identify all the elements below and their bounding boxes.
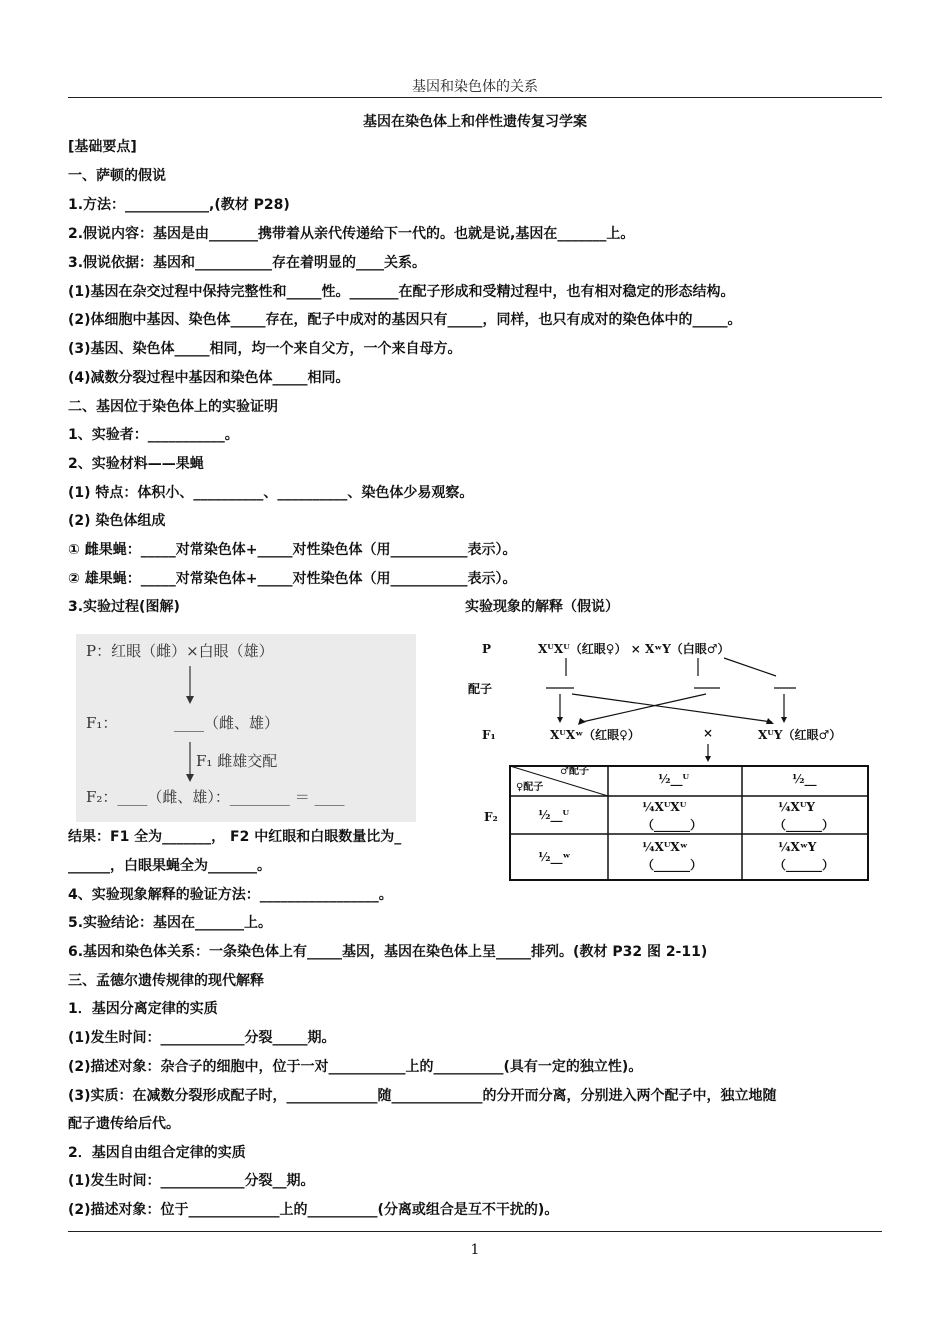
cell-2-2: ¼XʷY	[778, 840, 817, 854]
text-line: [基础要点]	[68, 139, 137, 155]
page-header: 基因和染色体的关系	[412, 79, 538, 95]
row-header-1: ½__ᵂ	[538, 808, 570, 822]
text-line: 2.假说内容：基因是由_______携带着从亲代传递给下一代的。也就是说,基因在_______上。	[68, 226, 635, 242]
text-line: 1、实验者：___________。	[68, 427, 239, 443]
text-line: 3.假说依据：基因和___________存在着明显的____关系。	[68, 255, 427, 271]
text-line: 结果：F1 全为_______， F2 中红眼和白眼数量比为_	[68, 829, 402, 845]
text-line: (2)描述对象：位于_____________上的__________(分离或组合是互不干扰的)。	[68, 1202, 559, 1218]
col-header-1: ½__ᵂ	[658, 772, 690, 786]
table-corner-top: ♂配子	[560, 766, 589, 777]
page-number: 1	[470, 1242, 480, 1258]
document-title: 基因在染色体上和伴性遗传复习学案	[363, 114, 587, 130]
text-line: (3)基因、染色体_____相同，均一个来自父方，一个来自母方。	[68, 341, 462, 357]
cell-2-2-blank: （______）	[774, 858, 835, 872]
text-line: 2、实验材料——果蝇	[68, 456, 204, 472]
row-header-2: ½__ʷ	[538, 850, 571, 864]
text-line: 1．基因分离定律的实质	[68, 1001, 218, 1017]
section-heading: 二、基因位于染色体上的实验证明	[68, 399, 278, 415]
cell-2-1-blank: （______）	[642, 858, 703, 872]
cell-2-1: ¼XᵂXʷ	[642, 840, 688, 854]
explanation-diagram	[462, 630, 892, 888]
cell-1-2-blank: （______）	[774, 818, 835, 832]
cell-1-1-blank: （______）	[642, 818, 703, 832]
table-corner-bottom: ♀配子	[516, 782, 544, 793]
p-cross: XᵂXᵂ（红眼♀） × XʷY（白眼♂）	[538, 642, 730, 656]
section-heading: 一、萨顿的假说	[68, 168, 166, 184]
f2-label: F₂	[484, 810, 498, 824]
f1-female: XᵂXʷ（红眼♀）	[550, 728, 640, 742]
footer-rule	[68, 1231, 882, 1232]
text-line: 配子遗传给后代。	[68, 1116, 180, 1132]
text-line: ① 雌果蝇：_____对常染色体+_____对性染色体（用___________表示）。	[68, 542, 517, 558]
text-line: ② 雄果蝇：_____对常染色体+_____对性染色体（用___________表示）。	[68, 571, 517, 587]
cross-label: F₁ 雌雄交配	[196, 752, 278, 770]
text-line: ______，白眼果蝇全为_______。	[68, 858, 271, 874]
experiment-diagram	[76, 634, 416, 822]
gamete-label: 配子	[468, 682, 493, 696]
header-rule	[68, 97, 882, 98]
text-line: (1)发生时间：____________分裂_____期。	[68, 1030, 336, 1046]
text-line: 5.实验结论：基因在_______上。	[68, 915, 273, 931]
explain-title: 实验现象的解释（假说）	[465, 599, 619, 615]
p-generation-line: P：红眼（雌）×白眼（雄）	[86, 642, 274, 660]
text-line: 6.基因和染色体关系：一条染色体上有_____基因，基因在染色体上呈_____排列。(教材 P32 图 2-11)	[68, 944, 708, 960]
text-line: (2)体细胞中基因、染色体_____存在，配子中成对的基因只有_____，同样，也只有成对的染色体中的_____。	[68, 312, 742, 328]
cell-1-1: ¼XᵂXᵂ	[642, 800, 687, 814]
text-line: (1) 特点：体积小、__________、__________、染色体少易观察。	[68, 485, 474, 501]
text-line: (2)描述对象：杂合子的细胞中，位于一对___________上的__________(具有一定的独立性)。	[68, 1059, 643, 1075]
text-line: 4、实验现象解释的验证方法：_________________。	[68, 887, 393, 903]
f1-label: F₁	[482, 728, 496, 742]
p-label: P	[482, 642, 492, 656]
text-line: (1)基因在杂交过程中保持完整性和_____性。_______在配子形成和受精过程中，也有相对稳定的形态结构。	[68, 284, 735, 300]
text-line: 1.方法：____________,(教材 P28)	[68, 197, 290, 213]
text-line: (4)减数分裂过程中基因和染色体_____相同。	[68, 370, 350, 386]
text-line: 3.实验过程(图解)	[68, 599, 180, 615]
f1-male: XᵂY（红眼♂）	[758, 728, 842, 742]
cross-symbol: ×	[703, 726, 714, 740]
col-header-2: ½__	[792, 772, 817, 786]
text-line: (1)发生时间：____________分裂__期。	[68, 1173, 315, 1189]
f1-label: F₁：	[86, 714, 118, 732]
text-line: (2) 染色体组成	[68, 513, 166, 529]
f2-line: F₂：____（雌、雄）：________ ＝ ____	[86, 788, 345, 806]
cell-1-2: ¼XᵂY	[778, 800, 815, 814]
text-line: 2．基因自由组合定律的实质	[68, 1145, 246, 1161]
section-heading: 三、孟德尔遗传规律的现代解释	[68, 973, 264, 989]
text-line: (3)实质：在减数分裂形成配子时，_____________随_____________的分开而分离，分别进入两个配子中，独立地随	[68, 1088, 777, 1104]
f1-blank: ____（雌、雄）	[174, 714, 280, 732]
